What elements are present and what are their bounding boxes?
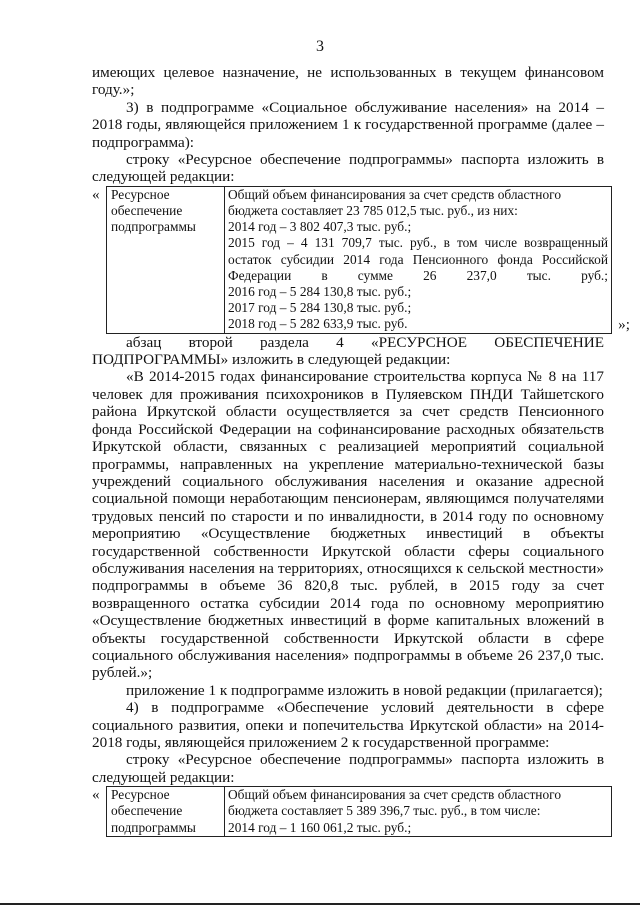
open-quote: « — [92, 786, 100, 804]
page-number: 3 — [316, 38, 324, 55]
financing-2014: 2014 год – 3 802 407,3 тыс. руб.; — [228, 219, 412, 235]
financing-2016: 2016 год – 5 284 130,8 тыс. руб.; — [228, 284, 412, 300]
open-quote: « — [92, 185, 100, 203]
financing-2018: 2018 год – 5 282 633,9 тыс. руб. — [228, 316, 408, 332]
paragraph-appendix-1: приложение 1 к подпрограмме изложить в новой редакции (прилагается); — [126, 681, 603, 699]
financing-2015: 2015 год – 4 131 709,7 тыс. руб., в том числе возвращенный остаток субсидии 2014 года Пенсионного фонда Российской Федерации в сумме 26 237,0 тыс. руб.; — [228, 235, 608, 283]
paragraph-item-4: 4) в подпрограмме «Обеспечение условий деятельности в сфере социального развития, опеки и попечительства Иркутской области» на 2014-2018 годы, являющейся приложением 2 к государственной программе: — [92, 699, 604, 752]
paragraph-resource-row-intro: строку «Ресурсное обеспечение подпрограммы» паспорта изложить в следующей редакции: — [92, 151, 604, 186]
resource-table-2 — [106, 786, 612, 837]
resource-table-1-wrapper — [92, 185, 630, 334]
financing-2014: 2014 год – 1 160 061,2 тыс. руб.; — [228, 819, 412, 835]
close-quote: »; — [618, 316, 630, 334]
paragraph-resource-row-intro-2: строку «Ресурсное обеспечение подпрограммы» паспорта изложить в следующей редакции: — [92, 751, 604, 786]
document-body — [92, 64, 630, 837]
financing-total: Общий объем финансирования за счет средств областного бюджета составляет 23 785 012,5 тыс. руб., из них: — [228, 186, 562, 219]
paragraph-section4-intro: абзац второй раздела 4 «РЕСУРСНОЕ ОБЕСПЕЧЕНИЕ ПОДПРОГРАММЫ» изложить в следующей редакции: — [92, 333, 604, 369]
table-value-cell — [225, 787, 612, 837]
paragraph-continuation: имеющих целевое назначение, не использованных в текущем финансовом году.»; — [92, 64, 604, 99]
table-row — [107, 186, 612, 333]
paragraph-item-3: 3) в подпрограмме «Социальное обслуживание населения» на 2014 – 2018 годы, являющейся приложением 1 к государственной программе (далее – подпрограмма): — [92, 98, 604, 151]
table-value-cell — [225, 186, 612, 333]
table-label-cell: Ресурсное обеспечение подпрограммы — [107, 186, 225, 333]
resource-table-1 — [106, 186, 612, 334]
paragraph-section4-text: «В 2014-2015 годах финансирование строительства корпуса № 8 на 117 человек для проживания психохроников в Пуляевском ПНДИ Тайшетского района Иркутской области осуществляется за счет средств Пенсионного фонда Российской Федерации на софинансирование расходных обязательств Иркутской области, связанных с реализацией мероприятий социальной программы, направленных на укрепление материально-технической базы учреждений социального обслуживания населения и оказание адресной социальной помощи неработающим пенсионерам, являющимся получателями трудовых пенсий по старости и по инвалидности, в 2014 году по основному мероприятию «Осуществление бюджетных инвестиций в объекты государственной собственности Иркутской области сферы социального обслуживания населения на территориях, относящихся к сельской местности» подпрограммы в объеме 36 820,8 тыс. рублей, в 2015 году за счет возвращенного остатка субсидии 2014 года по основному мероприятию «Осуществление бюджетных инвестиций в форме капитальных вложений в объекты государственной собственности Иркутской области в сфере социального обслуживания населения» подпрограммы в объеме 26 237,0 тыс. рублей.»; — [92, 368, 604, 682]
resource-table-2-wrapper — [92, 786, 612, 837]
table-label-cell: Ресурсное обеспечение подпрограммы — [107, 787, 225, 837]
financing-total: Общий объем финансирования за счет средств областного бюджета составляет 5 389 396,7 тыс. руб., в том числе: — [228, 787, 562, 819]
table-row — [107, 787, 612, 837]
financing-2017: 2017 год – 5 284 130,8 тыс. руб.; — [228, 300, 412, 316]
